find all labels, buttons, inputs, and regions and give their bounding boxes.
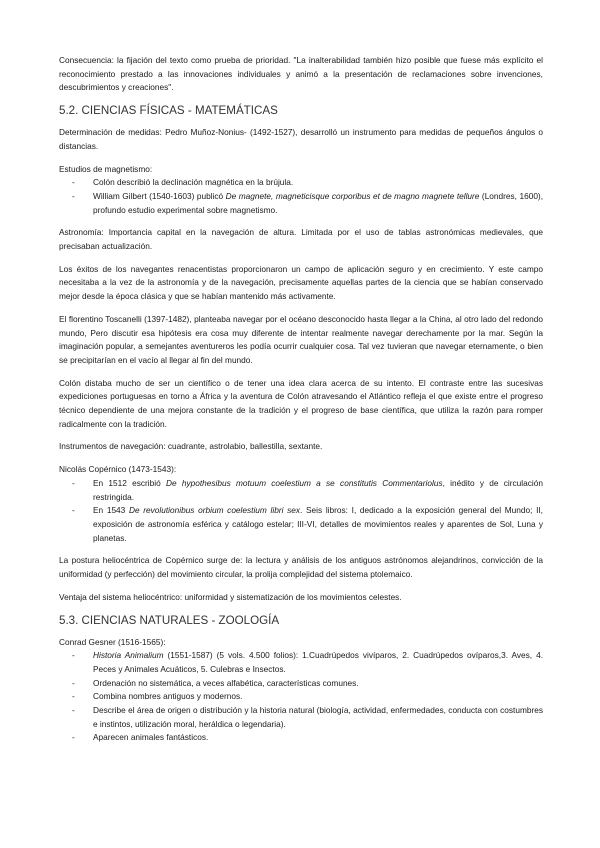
list-item: - En 1512 escribió De hypothesibus motuum coelestium a se constitutis Commentariolus, inédito y de circulación restringida. [59,477,543,504]
list-item: - Describe el área de origen o distribución y la historia natural (biología, actividad, enfermedades, conducta con costumbres e instintos, utilización moral, heráldica o legendaria). [59,704,543,731]
gesner-list [59,649,543,745]
list-item: - Aparecen animales fantásticos. [59,731,543,745]
copernico-title: Nicolás Copérnico (1473-1543): [59,464,177,475]
list-item: - Combina nombres antiguos y modernos. [59,690,543,704]
section-heading-fisicas: 5.2. CIENCIAS FÍSICAS - MATEMÁTICAS [59,104,278,118]
list-item: - En 1543 De revolutionibus orbium coelestium libri sex. Seis libros: I, dedicado a la exposición general del Mundo; II, exposición de astronomía esférica y catálogo estelar; III-VI, detalles de movimientos reales y aparentes de Sol, Luna y planetas. [59,504,543,545]
paragraph-astronomia: Astronomía: Importancia capital en la navegación de altura. Limitada por el uso de tablas astronómicas medievales, que precisaban actualización. [59,227,543,252]
document-page [59,54,543,745]
copernico-list [59,477,543,546]
paragraph-exitos: Los éxitos de los navegantes renacentistas proporcionaron un campo de aplicación seguro y en crecimiento. Y este campo necesitaba a la vez de la astronomía y de la navegación, precisamente aquellas partes de la ciencia que se habían conservado mejor desde la época clásica y que se habían mantenido más activamente. [59,263,543,302]
magnetismo-list [59,176,543,217]
paragraph-toscanelli: El florentino Toscanelli (1397-1482), planteaba navegar por el océano desconocido hasta llegar a la China, al otro lado del redondo mundo, Pero discutir esa hipótesis era cosa muy diferente de intentar realmente navegar derechamente por la mar. Según la imaginación popular, a semejantes aventureros les podía ocurrir cualquier cosa. Tal vez tuvieran que navegar eternamente, o bien se precipitarían en el vacío al llegar al fin del mundo. [59,313,543,365]
paragraph-medidas: Determinación de medidas: Pedro Muñoz-Nonius- (1492-1527), desarrolló un instrumento para medidas de pequeños ángulos o distancias. [59,127,543,151]
list-item: - Ordenación no sistemática, a veces alfabética, características comunes. [59,677,543,691]
list-item: - Colón describió la declinación magnética en la brújula. [59,176,543,190]
list-item: - Historia Animalium (1551-1587) (5 vols. 4.500 folios): 1.Cuadrúpedos vivíparos, 2. Cuadrúpedos ovíparos,3. Aves, 4. Peces y Animales Acuáticos, 5. Culebras e Insectos. [59,649,543,676]
gesner-title: Conrad Gesner (1516-1565): [59,636,166,647]
magnetismo-title: Estudios de magnetismo: [59,163,153,174]
paragraph-ventaja: Ventaja del sistema heliocéntrico: uniformidad y sistematización de los movimientos celestes. [59,591,402,602]
paragraph-consecuencia: Consecuencia: la fijación del texto como prueba de prioridad. "La inalterabilidad también hizo posible que fuese más explícito el reconocimiento prestado a las innovaciones individuales y animó a la presentación de reclamaciones sobre invenciones, descubrimientos y creaciones". [59,55,543,93]
list-item: - William Gilbert (1540-1603) publicó De magnete, magneticisque corporibus et de magno magnete tellure (Londres, 1600), profundo estudio experimental sobre magnetismo. [59,190,543,217]
section-heading-naturales: 5.3. CIENCIAS NATURALES - ZOOLOGÍA [59,613,280,627]
paragraph-instrumentos: Instrumentos de navegación: cuadrante, astrolabio, ballestilla, sextante. [59,441,323,452]
paragraph-colon: Colón distaba mucho de ser un científico o de tener una idea clara acerca de su intento. El contraste entre las sucesivas expediciones portuguesas en torno a África y la aventura de Colón atravesando el Atlántico refleja el que existe entre el progreso técnico dependiente de una mejora constante de la tradición y el progreso de base científica, que utiliza la razón para romper radicalmente con la tradición. [59,377,543,429]
paragraph-postura: La postura heliocéntrica de Copérnico surge de: la lectura y análisis de los antiguos astrónomos alejandrinos, convicción de la uniformidad (y perfección) del movimiento circular, la prolija complejidad del sistema ptolemaico. [59,555,543,580]
